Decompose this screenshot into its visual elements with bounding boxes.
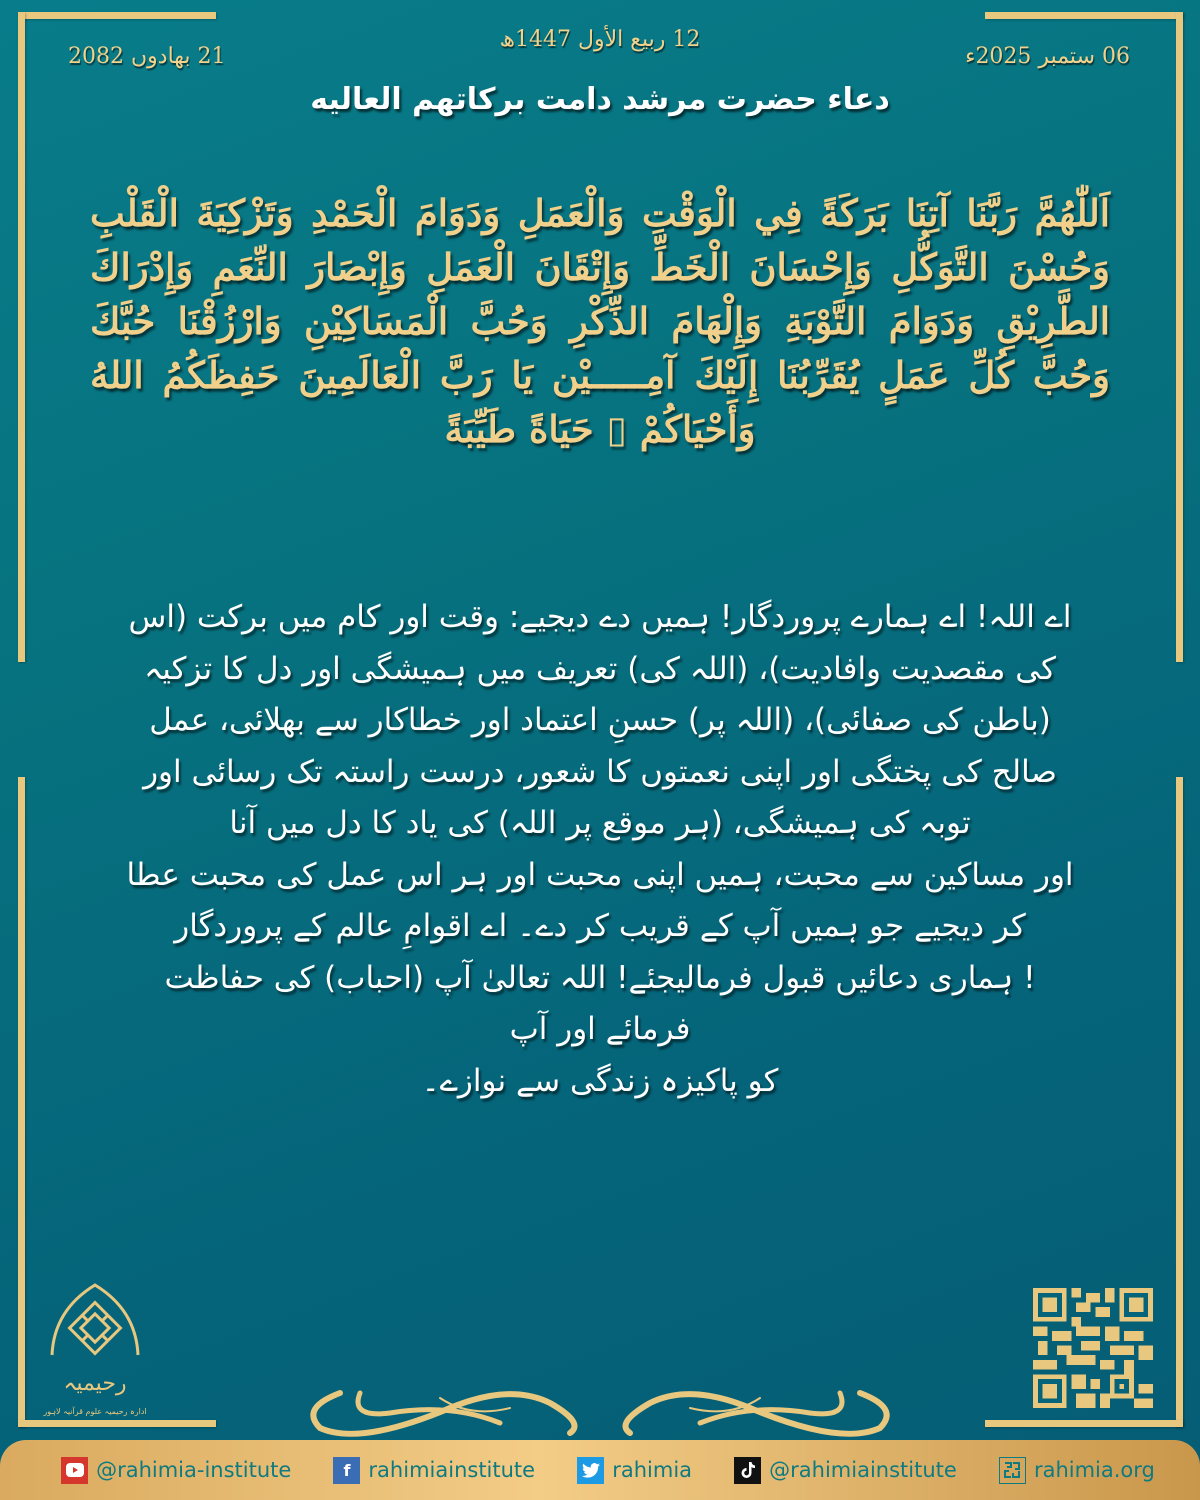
hijri-date: 12 ربیع الأول 1447ھ [499, 27, 701, 52]
page-title: دعاء حضرت مرشد دامت برکاتھم العالیه [310, 82, 890, 117]
tiktok-handle: @rahimiainstitute [769, 1458, 957, 1482]
translation-line: کو پاکیزہ زندگی سے نوازے۔ [421, 1062, 779, 1099]
youtube-link[interactable] [61, 1457, 291, 1484]
urdu-translation [120, 592, 1080, 1107]
translation-line: اے اللہ! اے ہمارے پروردگار! ہمیں دے دیجیے: وقت اور کام میں برکت (اس [128, 599, 1072, 635]
facebook-handle: rahimiainstitute [368, 1458, 536, 1482]
svg-text:رحیمیہ: رحیمیہ [63, 1371, 127, 1396]
dua-arabic-text: اَللّٰهُمَّ رَبَّنَا آتِنَا بَرَكَةً فِي الْوَقْتِ وَالْعَمَلِ وَدَوَامَ الْحَمْدِ وَتَزْكِيَةَ الْقَلْبِ وَحُسْنَ التَّوَكُّلِ وَإِحْسَانَ الْخَطِّ وَإِتْقَانَ الْعَمَلِ وَإِبْصَارَ النِّعَمِ وَإِدْرَاكَ الطَّرِيْقِ وَدَوَامَ التَّوْبَةِ وَإِلْهَامَ الذِّكْرِ وَحُبَّ الْمَسَاكِيْنِ وَارْزُقْنَا حُبَّكَ وَحُبَّ كُلِّ عَمَلٍ يُقَرِّبُنَا إِلَيْكَ آمِـــــيْن يَا رَبَّ الْعَالَمِينَ حَفِظَكُمُ اللهُ وَأَحْيَاكُمْ ▯ حَيَاةً طَيِّبَةً [90, 191, 1110, 451]
translation-line: کی مقصدیت وافادیت)، (اللہ کی) تعریف میں ہمیشگی اور دل کا تزکیہ [144, 650, 1056, 687]
translation-line: ! ہماری دعائیں قبول فرمالیجئے! اللہ تعالیٰ آپ (احباب) کی حفاظت فرمائے اور آپ [164, 959, 1036, 1047]
svg-text:ادارہ رحیمیہ علوم قرآنیہ لاہور: ادارہ رحیمیہ علوم قرآنیہ لاہور [43, 1407, 147, 1416]
bikrami-date: 21 بھادوں 2082 [68, 44, 226, 69]
frame-bottom-right [985, 1420, 1183, 1427]
facebook-link[interactable] [333, 1457, 535, 1484]
website-logo-icon [999, 1457, 1026, 1484]
tiktok-icon [734, 1457, 761, 1484]
twitter-handle: rahimia [612, 1458, 693, 1482]
frame-top-left [18, 12, 216, 19]
tiktok-link[interactable] [734, 1457, 957, 1484]
twitter-icon [577, 1457, 604, 1484]
gregorian-date: 06 ستمبر 2025ء [965, 44, 1130, 69]
frame-right-lower [1176, 777, 1183, 1427]
youtube-icon [61, 1457, 88, 1484]
facebook-icon: f [333, 1457, 360, 1484]
translation-line: توبہ کی ہمیشگی، (ہر موقع پر اللہ) کی یاد کا دل میں آنا [229, 805, 971, 841]
website-url: rahimia.org [1033, 1458, 1155, 1482]
frame-left-lower [18, 777, 25, 1427]
translation-line: اور مساکین سے محبت، ہمیں اپنی محبت اور ہر اس عمل کی محبت عطا [126, 856, 1074, 893]
rahimia-logo [40, 1280, 150, 1430]
frame-top-right [985, 12, 1183, 19]
translation-line: کر دیجیے جو ہمیں آپ کے قریب کر دے۔ اے اقوامِ عالم کے پروردگار [174, 908, 1026, 944]
social-footer [0, 1440, 1200, 1500]
qr-code[interactable] [1033, 1288, 1153, 1408]
translation-line: (باطن کی صفائی)، (اللہ پر) حسنِ اعتماد اور خطاکار سے بھلائی، عمل [149, 702, 1051, 738]
website-link[interactable] [999, 1457, 1155, 1484]
youtube-handle: @rahimia-institute [96, 1458, 292, 1482]
logo-dome-icon [40, 1280, 150, 1430]
translation-line: صالح کی پختگی اور اپنی نعمتوں کا شعور، درست راستہ تک رسائی اور [143, 753, 1057, 790]
decorative-flourish [300, 1368, 900, 1438]
twitter-link[interactable] [577, 1457, 692, 1484]
